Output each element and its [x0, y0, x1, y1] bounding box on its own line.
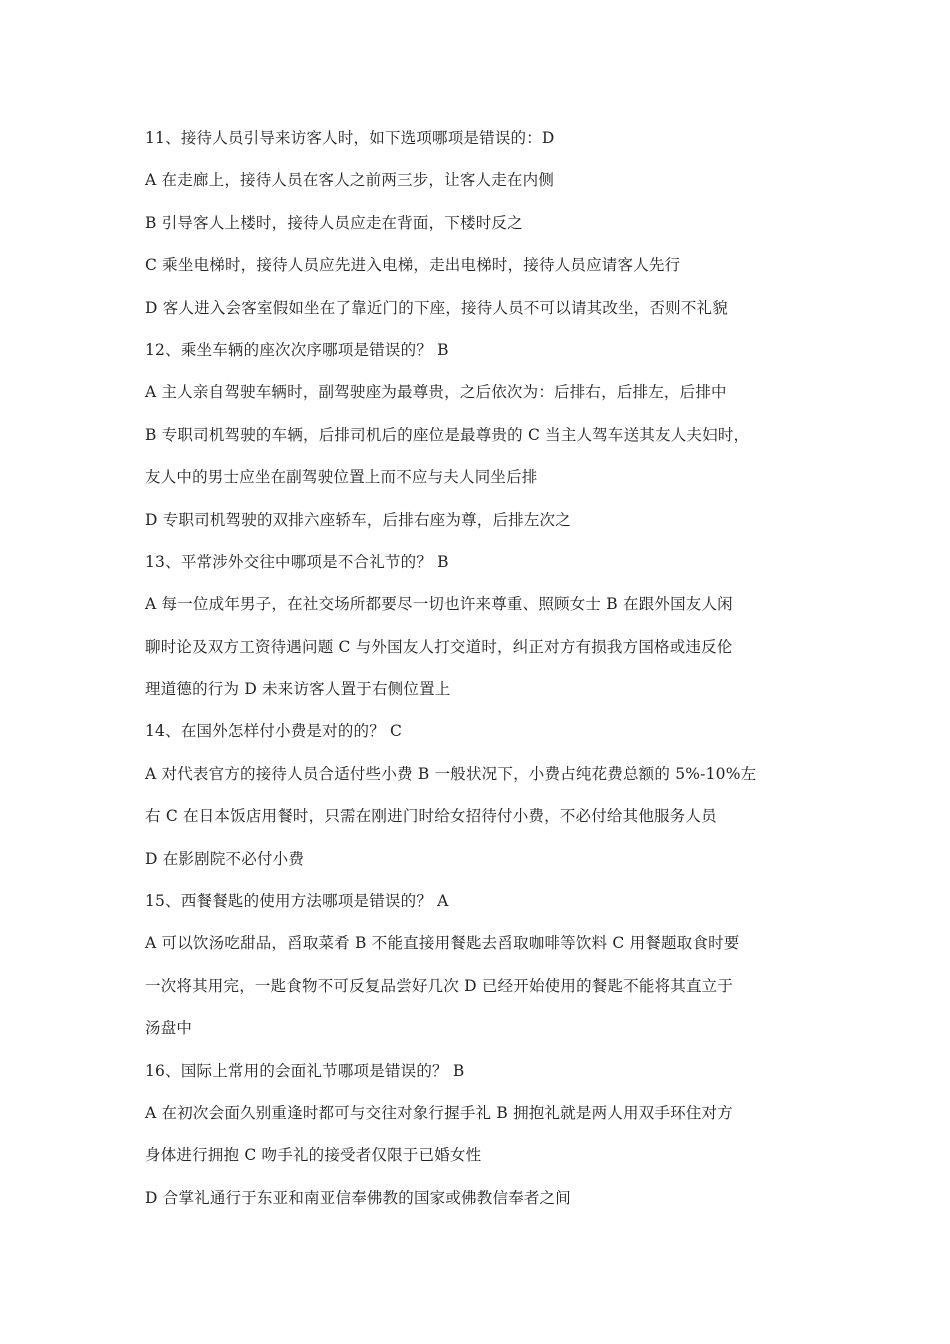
question-14-options-line-1: A 对代表官方的接待人员合适付些小费 B 一般状况下，小费占纯花费总额的 5%-10%左: [145, 764, 757, 783]
question-15-options-line-2: 一次将其用完，一匙食物不可反复品尝好几次 D 已经开始使用的餐匙不能将其直立于: [145, 976, 734, 995]
question-15-options-line-1: A 可以饮汤吃甜品，舀取菜肴 B 不能直接用餐匙去舀取咖啡等饮料 C 用餐题取食时要: [145, 934, 740, 953]
question-13-options-line-2: 聊时论及双方工资待遇问题 C 与外国友人打交道时，纠正对方有损我方国格或违反伦: [145, 637, 733, 656]
question-11-option-d: D 客人进入会客室假如坐在了靠近门的下座，接待人员不可以请其改坐，否则不礼貌: [145, 298, 728, 317]
document-body: [145, 117, 810, 1219]
question-12-option-c-cont: 友人中的男士应坐在副驾驶位置上而不应与夫人同坐后排: [145, 468, 538, 487]
question-13-stem: 13、平常涉外交往中哪项是不合礼节的？ B: [145, 552, 449, 571]
question-14-option-d: D 在影剧院不必付小费: [145, 849, 305, 868]
question-15-stem: 15、西餐餐匙的使用方法哪项是错误的？ A: [145, 892, 449, 911]
question-12-option-d: D 专职司机驾驶的双排六座轿车，后排右座为尊，后排左次之: [145, 510, 571, 529]
question-14-options-line-2: 右 C 在日本饭店用餐时，只需在刚进门时给女招待付小费，不必付给其他服务人员: [145, 807, 717, 826]
question-11-option-b: B 引导客人上楼时，接待人员应走在背面，下楼时反之: [145, 213, 523, 232]
question-14-stem: 14、在国外怎样付小费是对的的？ C: [145, 722, 403, 741]
question-13-options-line-3: 理道德的行为 D 未来访客人置于右侧位置上: [145, 680, 451, 699]
question-13-options-line-1: A 每一位成年男子，在社交场所都要尽一切也许来尊重、照顾女士 B 在跟外国友人闲: [145, 595, 733, 614]
question-16-option-d: D 合掌礼通行于东亚和南亚信奉佛教的国家或佛教信奉者之间: [145, 1188, 571, 1207]
question-12-stem: 12、乘坐车辆的座次次序哪项是错误的？ B: [145, 340, 449, 359]
question-11-stem: 11、接待人员引导来访客人时，如下选项哪项是错误的：D: [145, 129, 555, 147]
question-16-options-line-1: A 在初次会面久别重逢时都可与交往对象行握手礼 B 拥抱礼就是两人用双手环住对方: [145, 1103, 733, 1122]
question-16-options-line-2: 身体进行拥抱 C 吻手礼的接受者仅限于已婚女性: [145, 1146, 482, 1165]
question-11-option-a: A 在走廊上，接待人员在客人之前两三步，让客人走在内侧: [145, 171, 555, 190]
question-12-option-a: A 主人亲自驾驶车辆时，副驾驶座为最尊贵，之后依次为：后排右，后排左，后排中: [145, 383, 727, 402]
question-12-option-b-c: B 专职司机驾驶的车辆，后排司机后的座位是最尊贵的 C 当主人驾车送其友人夫妇时，: [145, 425, 750, 444]
question-15-options-line-3: 汤盘中: [145, 1019, 193, 1038]
question-11-option-c: C 乘坐电梯时，接待人员应先进入电梯，走出电梯时，接待人员应请客人先行: [145, 256, 681, 275]
question-16-stem: 16、国际上常用的会面礼节哪项是错误的？ B: [145, 1061, 465, 1080]
